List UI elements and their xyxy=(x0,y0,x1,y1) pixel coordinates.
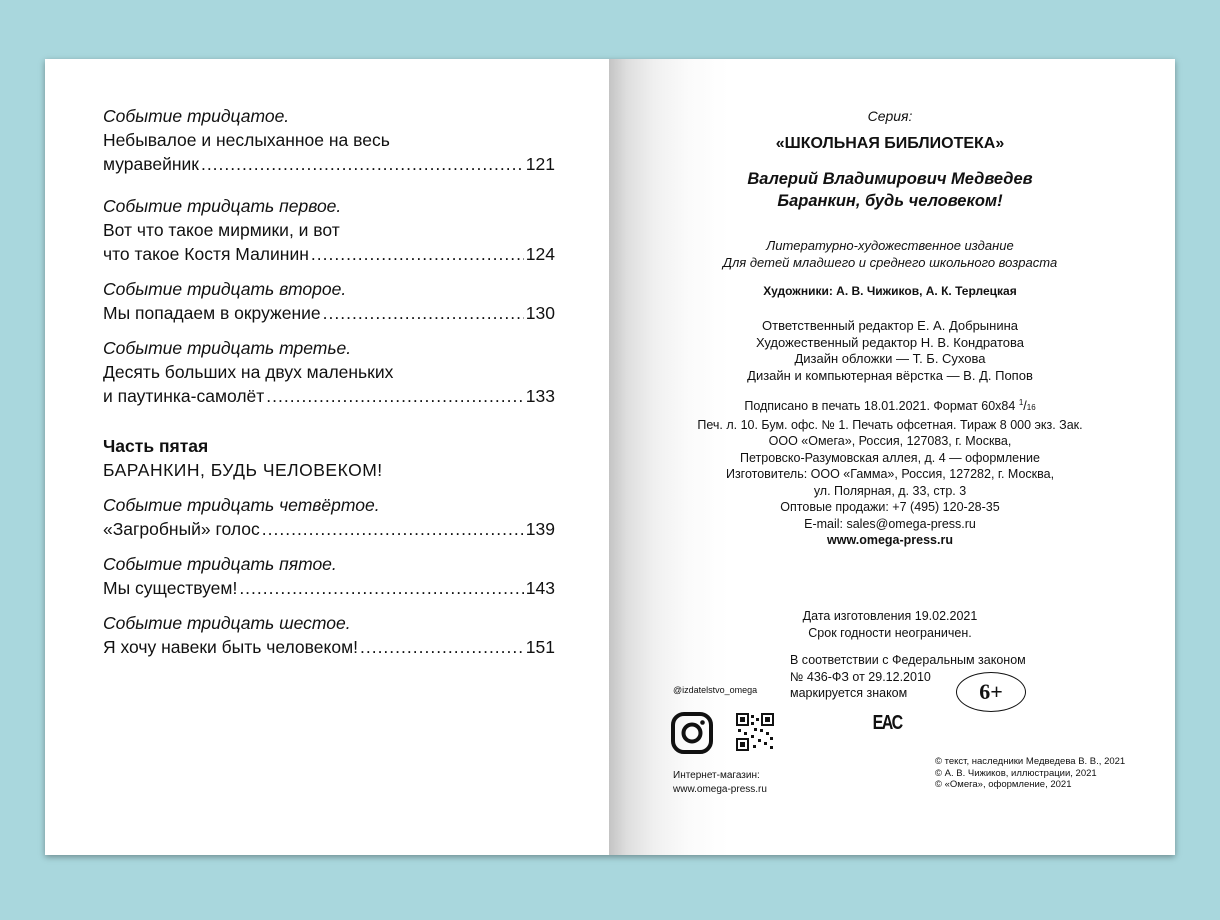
author-name: Валерий Владимирович Медведев xyxy=(747,170,1033,188)
law-line: № 436-ФЗ от 29.12.2010 xyxy=(790,669,931,684)
toc-event: Событие тридцать четвёртое. xyxy=(103,495,380,515)
toc-line: Вот что такое мирмики, и вот xyxy=(103,220,340,240)
toc-entry-36 xyxy=(103,611,555,659)
print-line: E-mail: sales@omega-press.ru xyxy=(804,516,976,531)
website[interactable]: www.omega-press.ru xyxy=(827,533,953,548)
toc-row xyxy=(103,635,555,659)
toc-leader xyxy=(360,635,524,659)
format-frac-num: 1 xyxy=(1018,398,1024,407)
toc-page: 143 xyxy=(525,578,555,598)
toc-leader xyxy=(311,242,524,266)
toc-line: Небывалое и неслыханное на весь xyxy=(103,130,390,150)
toc-entry-33 xyxy=(103,336,555,408)
instagram-handle: @izdatelstvo_omega xyxy=(673,685,758,695)
print-line: Петровско-Разумовская аллея, д. 4 — оформление xyxy=(740,450,1040,465)
format-line: Подписано в печать 18.01.2021. Формат 60x84 xyxy=(744,399,1016,414)
author-block xyxy=(640,168,1140,212)
format-frac-den: 16 xyxy=(1026,403,1036,413)
eac-mark-icon: EAC xyxy=(872,712,902,734)
toc-row xyxy=(103,152,555,176)
print-details xyxy=(640,395,1140,549)
editor-line: Дизайн обложки — Т. Б. Сухова xyxy=(794,351,986,366)
qr-code-icon[interactable] xyxy=(736,713,774,751)
toc-leader xyxy=(262,517,524,541)
toc-row xyxy=(103,384,555,408)
print-line: Печ. л. 10. Бум. офс. № 1. Печать офсетная. Тираж 8 000 экз. Зак. xyxy=(697,417,1083,432)
toc-page: 139 xyxy=(525,519,555,539)
audience-line: Для детей младшего и среднего школьного возраста xyxy=(722,254,1058,270)
toc-leader xyxy=(201,152,524,176)
toc-title: «Загробный» голос xyxy=(103,519,260,539)
toc-event: Событие тридцатое. xyxy=(103,106,290,126)
toc-page: 133 xyxy=(525,386,555,406)
toc-title: Я хочу навеки быть человеком! xyxy=(103,637,358,657)
print-line: Изготовитель: ООО «Гамма», Россия, 127282, г. Москва, xyxy=(725,467,1055,482)
copyright-line: © текст, наследники Медведева В. В., 2021 xyxy=(935,756,1126,767)
series-label: Серия: xyxy=(867,108,913,124)
toc-leader xyxy=(266,384,524,408)
production-info xyxy=(640,608,1140,641)
toc-title: что такое Костя Малинин xyxy=(103,244,309,264)
toc-page: 124 xyxy=(525,244,555,264)
book-title: Баранкин, будь человеком! xyxy=(777,192,1003,210)
toc-entry-32 xyxy=(103,277,555,325)
instagram-icon[interactable] xyxy=(670,711,714,755)
toc-row xyxy=(103,517,555,541)
toc-title: и паутинка-самолёт xyxy=(103,386,265,406)
part-title: Часть пятая xyxy=(103,436,209,456)
artists-line: Художники: А. В. Чижиков, А. К. Терлецкая xyxy=(763,284,1017,298)
toc-entry-30 xyxy=(103,104,555,176)
toc-entry-35 xyxy=(103,552,555,600)
genre-block xyxy=(640,238,1140,271)
toc-leader xyxy=(239,576,523,600)
series-name: «ШКОЛЬНАЯ БИБЛИОТЕКА» xyxy=(775,135,1005,152)
online-shop xyxy=(673,769,767,797)
table-of-contents xyxy=(103,104,555,670)
genre-line: Литературно-художественное издание xyxy=(766,238,1014,253)
toc-entry-34 xyxy=(103,493,555,541)
toc-leader xyxy=(323,301,524,325)
print-line: Оптовые продажи: +7 (495) 120-28-35 xyxy=(780,500,1000,515)
toc-row xyxy=(103,301,555,325)
toc-event: Событие тридцать второе. xyxy=(103,279,347,299)
toc-event: Событие тридцать пятое. xyxy=(103,554,337,574)
toc-title: Мы существуем! xyxy=(103,578,238,598)
editor-line: Художественный редактор Н. В. Кондратова xyxy=(755,334,1025,350)
age-rating-badge: 6+ xyxy=(956,672,1026,712)
print-line: ул. Полярная, д. 33, стр. 3 xyxy=(813,483,967,498)
shop-url[interactable]: www.omega-press.ru xyxy=(673,784,767,795)
toc-title: Мы попадаем в окружение xyxy=(103,303,321,323)
toc-entry-31 xyxy=(103,194,555,266)
toc-page: 151 xyxy=(525,637,555,657)
toc-event: Событие тридцать третье. xyxy=(103,338,352,358)
production-date: Дата изготовления 19.02.2021 xyxy=(802,609,978,623)
copyright-block xyxy=(935,756,1125,791)
editor-line: Ответственный редактор Е. А. Добрынина xyxy=(762,318,1018,333)
copyright-line: © А. В. Чижиков, иллюстрации, 2021 xyxy=(935,767,1097,779)
editors-block xyxy=(640,318,1140,384)
shop-label: Интернет-магазин: xyxy=(673,770,760,781)
toc-row xyxy=(103,242,555,266)
toc-part xyxy=(103,434,555,482)
law-line: маркируется знаком xyxy=(790,686,908,700)
toc-line: Десять больших на двух маленьких xyxy=(103,362,394,382)
print-line: Подписано в печать 18.01.2021. Формат 60x84 $^1$/16 xyxy=(744,398,1036,414)
toc-event: Событие тридцать первое. xyxy=(103,196,342,216)
shelf-life: Срок годности неограничен. xyxy=(808,625,972,640)
toc-event: Событие тридцать шестое. xyxy=(103,613,351,633)
print-line: ООО «Омега», Россия, 127083, г. Москва, xyxy=(768,434,1012,449)
copyright-line: © «Омега», оформление, 2021 xyxy=(935,779,1072,790)
editor-line: Дизайн и компьютерная вёрстка — В. Д. Попов xyxy=(747,367,1033,383)
toc-page: 121 xyxy=(525,154,555,174)
toc-page: 130 xyxy=(525,303,555,323)
part-subtitle: БАРАНКИН, БУДЬ ЧЕЛОВЕКОМ! xyxy=(103,460,383,480)
law-line: В соответствии с Федеральным законом xyxy=(790,653,1026,667)
toc-title: муравейник xyxy=(103,154,199,174)
toc-row xyxy=(103,576,555,600)
